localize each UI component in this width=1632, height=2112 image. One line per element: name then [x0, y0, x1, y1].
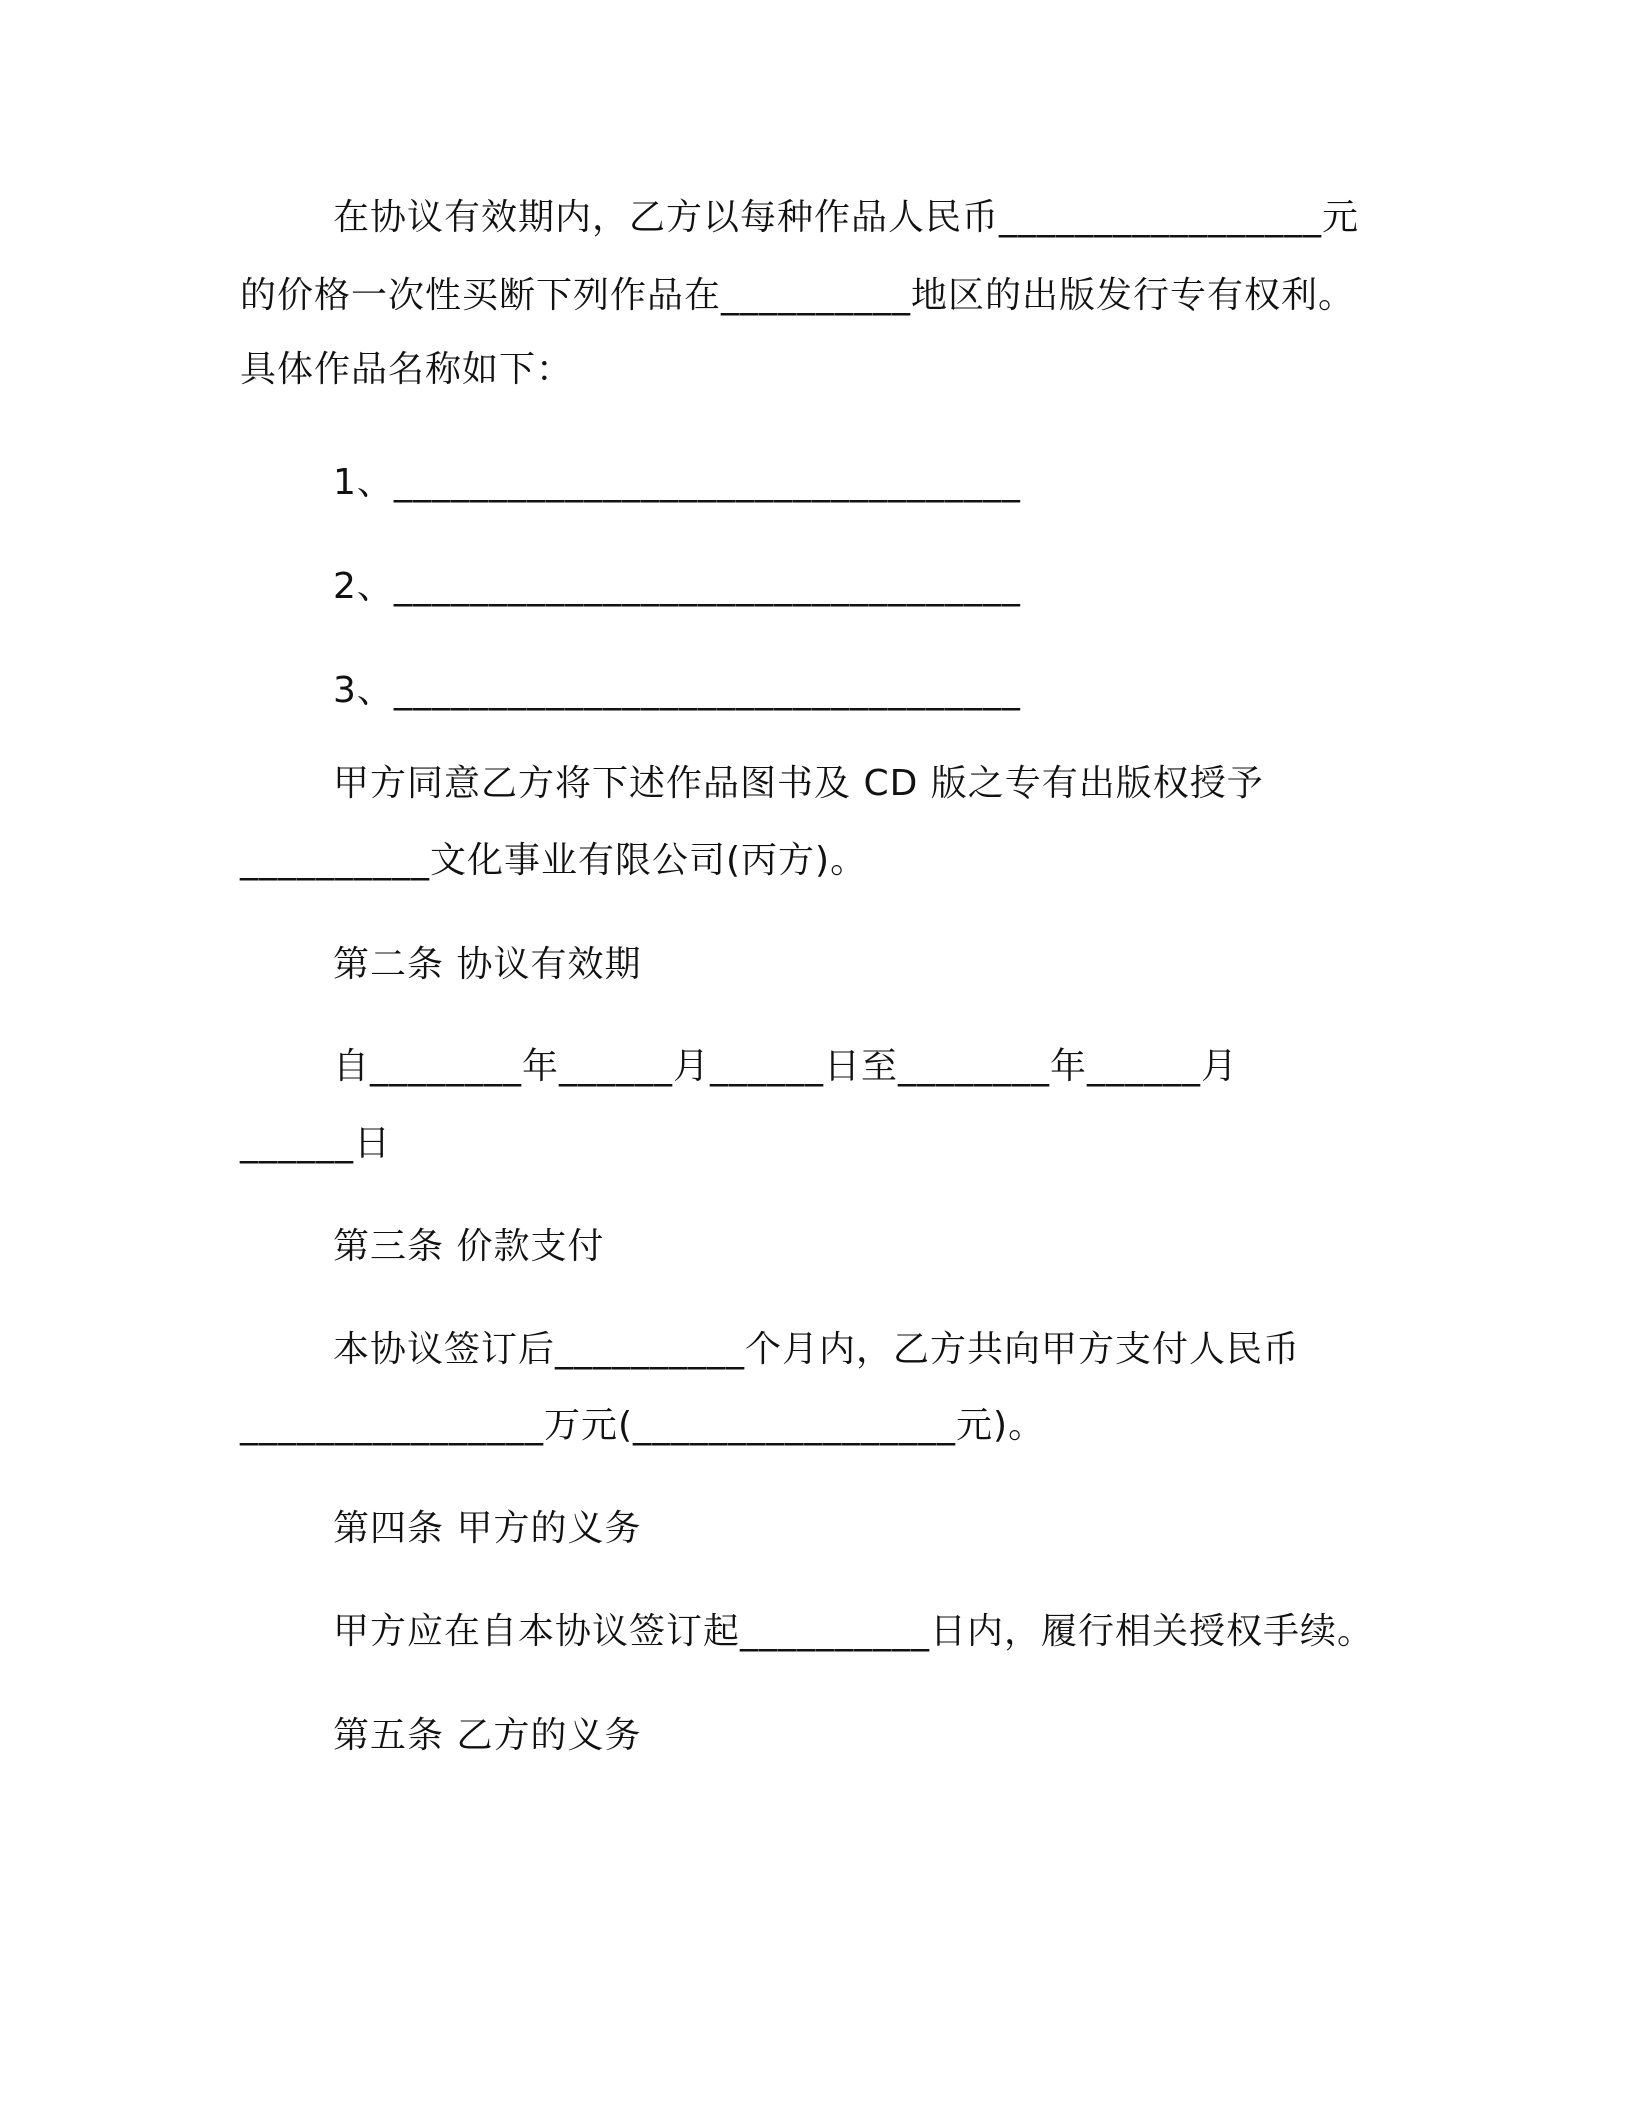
paragraph-license-line2: __________文化事业有限公司(丙方)。	[240, 840, 868, 881]
paragraph-license-line1: 甲方同意乙方将下述作品图书及 CD 版之专有出版权授予	[333, 763, 1264, 804]
work-item-1: 1、_________________________________	[333, 462, 1021, 503]
paragraph-price-line2: 的价格一次性买断下列作品在__________地区的出版发行专有权利。	[240, 275, 1356, 316]
article-4-heading: 第四条 甲方的义务	[333, 1508, 642, 1549]
article-4-obligation: 甲方应在自本协议签订起__________日内，履行相关授权手续。	[333, 1611, 1375, 1652]
article-3-payment-line1: 本协议签订后__________个月内，乙方共向甲方支付人民币	[333, 1329, 1301, 1370]
work-item-3: 3、_________________________________	[333, 670, 1021, 711]
article-3-heading: 第三条 价款支付	[333, 1226, 605, 1267]
paragraph-works-intro: 具体作品名称如下：	[240, 349, 574, 390]
article-2-heading: 第二条 协议有效期	[333, 944, 642, 985]
article-3-payment-line2: ________________万元(_________________元)。	[240, 1405, 1046, 1446]
article-5-heading: 第五条 乙方的义务	[333, 1715, 642, 1756]
article-2-date-line2: ______日	[240, 1123, 392, 1164]
paragraph-price-line1: 在协议有效期内，乙方以每种作品人民币_________________元	[333, 197, 1360, 238]
article-2-date-line1: 自________年______月______日至________年______月	[333, 1046, 1239, 1087]
work-item-2: 2、_________________________________	[333, 566, 1021, 607]
